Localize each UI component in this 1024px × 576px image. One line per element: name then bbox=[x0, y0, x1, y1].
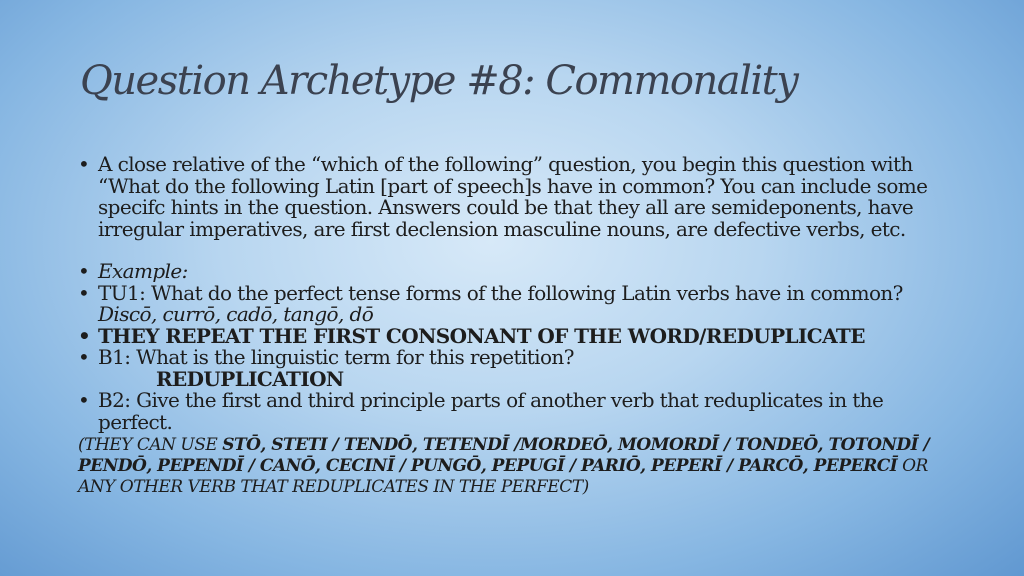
intro-bullet: • A close relative of the “which of the following” question, you begin this question with “What do the following Latin [part of speech]s have in common? You can include some specifc hints in the question. Answers could be that they all are semideponents, have irregular imperatives, are first declension masculine nouns, are defective verbs, etc. bbox=[78, 154, 958, 240]
b2-answer-close: OR ANY OTHER VERB THAT REDUPLICATES IN THE PERFECT) bbox=[78, 456, 928, 497]
b2-bullet: • B2: Give the first and third principle parts of another verb that reduplicates in the perfect. bbox=[78, 390, 958, 433]
slide-title: Question Archetype #8: Commonality bbox=[80, 58, 798, 104]
b2-answer-verbs: STŌ, STETI / TENDŌ, TETENDĪ /MORDEŌ, MOMORDĪ / TONDEŌ, TOTONDĪ / PENDŌ, PEPENDĪ / CANŌ, CECINĪ / PUNGŌ, PEPUGĪ / PARIŌ, PEPERĪ / PARCŌ, PEPERCĪ bbox=[78, 435, 930, 476]
tu1-bullet bbox=[78, 280, 958, 326]
example-bullet bbox=[78, 261, 958, 283]
tu1-question: TU1: What do the perfect tense forms of the following Latin verbs have in common? bbox=[98, 280, 903, 305]
b2-answer bbox=[78, 435, 958, 498]
b1-answer: REDUPLICATION bbox=[156, 366, 344, 391]
b2-answer-open: (THEY CAN USE bbox=[78, 435, 223, 455]
tu1-answer-bullet: • THEY REPEAT THE FIRST CONSONANT OF THE WORD/REDUPLICATE bbox=[78, 326, 958, 348]
spacer bbox=[78, 240, 958, 261]
example-label: Example: bbox=[98, 259, 188, 283]
b1-bullet: • B1: What is the linguistic term for this repetition? bbox=[78, 347, 958, 369]
tu1-verbs: Discō, currō, cadō, tangō, dō bbox=[98, 302, 374, 326]
slide-body bbox=[78, 154, 958, 498]
